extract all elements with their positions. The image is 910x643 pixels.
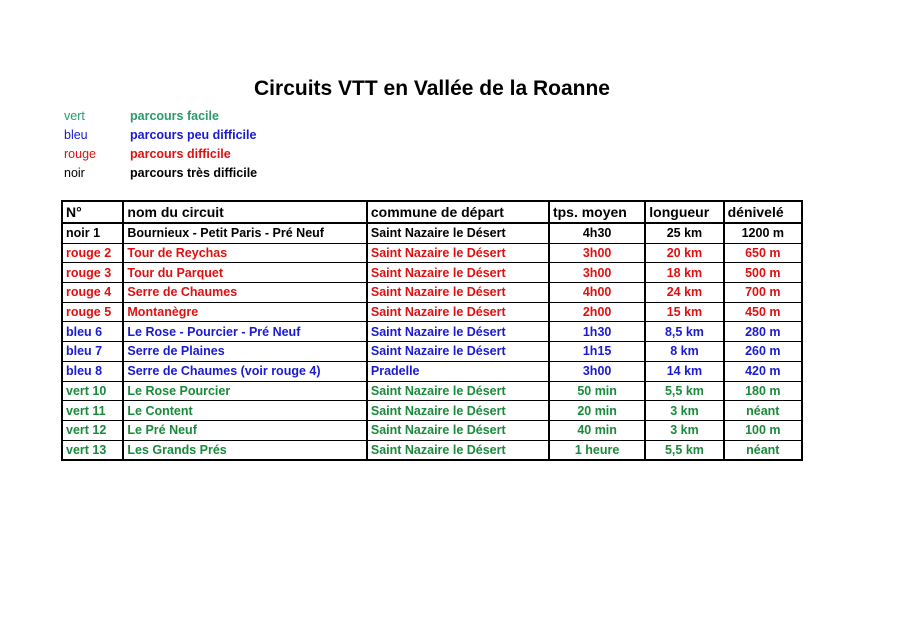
cell-commune: Saint Nazaire le Désert	[367, 342, 549, 362]
cell-name: Les Grands Prés	[123, 440, 366, 460]
cell-time: 3h00	[549, 263, 645, 283]
cell-elevation: 260 m	[724, 342, 802, 362]
header-num: N°	[62, 201, 123, 223]
cell-time: 2h00	[549, 302, 645, 322]
cell-length: 5,5 km	[645, 381, 723, 401]
cell-time: 1 heure	[549, 440, 645, 460]
difficulty-legend	[64, 106, 257, 182]
cell-num: rouge 2	[62, 243, 123, 263]
cell-elevation: 700 m	[724, 283, 802, 303]
cell-commune: Pradelle	[367, 361, 549, 381]
cell-length: 8 km	[645, 342, 723, 362]
table-row	[62, 381, 802, 401]
table-row	[62, 342, 802, 362]
legend-desc: parcours peu difficile	[130, 127, 257, 142]
cell-time: 40 min	[549, 420, 645, 440]
legend-key: noir	[64, 165, 85, 180]
cell-elevation: néant	[724, 440, 802, 460]
cell-num: vert 11	[62, 401, 123, 421]
table-row	[62, 322, 802, 342]
cell-num: bleu 6	[62, 322, 123, 342]
cell-length: 20 km	[645, 243, 723, 263]
legend-item	[64, 125, 257, 144]
cell-name: Tour du Parquet	[123, 263, 366, 283]
table-row	[62, 243, 802, 263]
cell-elevation: 450 m	[724, 302, 802, 322]
legend-item	[64, 144, 257, 163]
page-title: Circuits VTT en Vallée de la Roanne	[254, 77, 610, 100]
header-name: nom du circuit	[123, 201, 366, 223]
cell-length: 24 km	[645, 283, 723, 303]
cell-length: 3 km	[645, 401, 723, 421]
cell-time: 1h15	[549, 342, 645, 362]
cell-num: bleu 7	[62, 342, 123, 362]
cell-commune: Saint Nazaire le Désert	[367, 243, 549, 263]
table-row	[62, 401, 802, 421]
cell-time: 3h00	[549, 361, 645, 381]
header-time: tps. moyen	[549, 201, 645, 223]
cell-commune: Saint Nazaire le Désert	[367, 440, 549, 460]
cell-commune: Saint Nazaire le Désert	[367, 302, 549, 322]
cell-num: vert 10	[62, 381, 123, 401]
table-row	[62, 283, 802, 303]
header-commune: commune de départ	[367, 201, 549, 223]
cell-commune: Saint Nazaire le Désert	[367, 223, 549, 243]
cell-elevation: 420 m	[724, 361, 802, 381]
legend-desc: parcours très difficile	[130, 165, 258, 180]
cell-length: 14 km	[645, 361, 723, 381]
cell-time: 4h00	[549, 283, 645, 303]
circuits-table	[61, 200, 803, 461]
cell-time: 50 min	[549, 381, 645, 401]
header-elevation: dénivelé	[724, 201, 802, 223]
cell-num: bleu 8	[62, 361, 123, 381]
cell-name: Le Pré Neuf	[123, 420, 366, 440]
table-row	[62, 263, 802, 283]
cell-length: 8,5 km	[645, 322, 723, 342]
cell-name: Serre de Plaines	[123, 342, 366, 362]
cell-elevation: néant	[724, 401, 802, 421]
cell-time: 1h30	[549, 322, 645, 342]
cell-num: rouge 3	[62, 263, 123, 283]
legend-key: vert	[64, 108, 85, 123]
table-row	[62, 302, 802, 322]
cell-commune: Saint Nazaire le Désert	[367, 401, 549, 421]
table-row	[62, 420, 802, 440]
cell-elevation: 180 m	[724, 381, 802, 401]
legend-desc: parcours facile	[130, 108, 219, 123]
legend-key: bleu	[64, 127, 88, 142]
cell-length: 15 km	[645, 302, 723, 322]
cell-elevation: 650 m	[724, 243, 802, 263]
cell-name: Serre de Chaumes	[123, 283, 366, 303]
cell-num: vert 12	[62, 420, 123, 440]
table-row	[62, 440, 802, 460]
cell-time: 20 min	[549, 401, 645, 421]
cell-commune: Saint Nazaire le Désert	[367, 381, 549, 401]
cell-name: Montanègre	[123, 302, 366, 322]
cell-time: 4h30	[549, 223, 645, 243]
cell-elevation: 500 m	[724, 263, 802, 283]
cell-commune: Saint Nazaire le Désert	[367, 420, 549, 440]
cell-name: Tour de Reychas	[123, 243, 366, 263]
cell-length: 18 km	[645, 263, 723, 283]
cell-num: rouge 4	[62, 283, 123, 303]
cell-num: noir 1	[62, 223, 123, 243]
cell-commune: Saint Nazaire le Désert	[367, 322, 549, 342]
cell-length: 3 km	[645, 420, 723, 440]
cell-name: Bournieux - Petit Paris - Pré Neuf	[123, 223, 366, 243]
table-row	[62, 361, 802, 381]
table-header-row	[62, 201, 802, 223]
cell-length: 25 km	[645, 223, 723, 243]
cell-name: Le Rose - Pourcier - Pré Neuf	[123, 322, 366, 342]
header-length: longueur	[645, 201, 723, 223]
cell-name: Serre de Chaumes (voir rouge 4)	[123, 361, 366, 381]
cell-commune: Saint Nazaire le Désert	[367, 283, 549, 303]
cell-commune: Saint Nazaire le Désert	[367, 263, 549, 283]
cell-time: 3h00	[549, 243, 645, 263]
cell-length: 5,5 km	[645, 440, 723, 460]
cell-elevation: 280 m	[724, 322, 802, 342]
table-row	[62, 223, 802, 243]
cell-num: vert 13	[62, 440, 123, 460]
cell-elevation: 100 m	[724, 420, 802, 440]
legend-desc: parcours difficile	[130, 146, 231, 161]
legend-key: rouge	[64, 146, 96, 161]
cell-name: Le Rose Pourcier	[123, 381, 366, 401]
legend-item	[64, 163, 257, 182]
cell-num: rouge 5	[62, 302, 123, 322]
cell-name: Le Content	[123, 401, 366, 421]
legend-item	[64, 106, 257, 125]
cell-elevation: 1200 m	[724, 223, 802, 243]
